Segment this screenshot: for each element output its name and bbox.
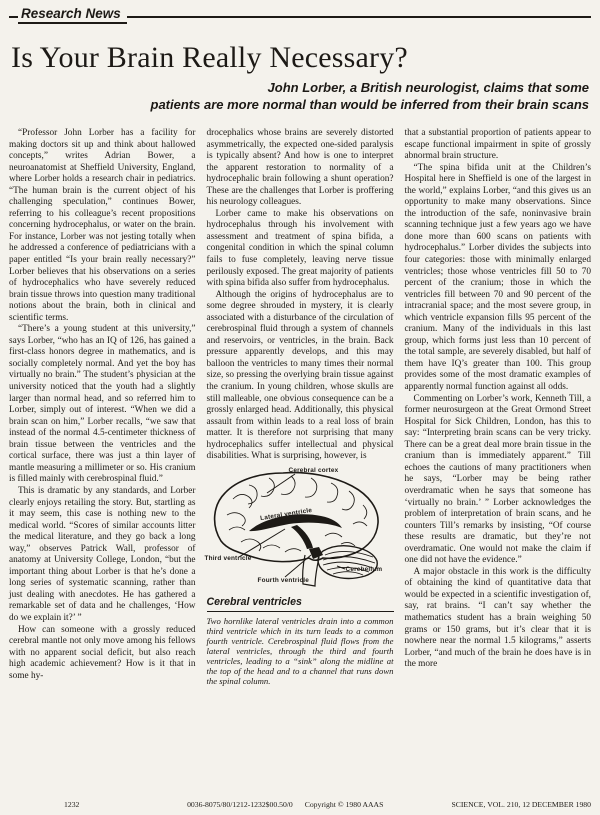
third-ventricle-label: Third ventricle — [204, 554, 252, 562]
body-paragraph: “Professor John Lorber has a facility for making doctors sit up and think about hallowed concepts,” writes Adrian Bower, a neuroanatomist at Sheffield University, England, where Lorber holds a research chair in pediatrics. “The human brain is the current object of his challenging speculation,” continues Bower, referring to his colleague’s recent propositions concerning hydrocephalus, or water on the brain. For instance, Lorber was not jesting totally when he addressed a conference of pediatricians with a paper entitled “Is your brain really necessary?” Lorber believes that his observations on a series of hydrocephalics who have severely reduced brain tissue throws into question many traditional notions about the brain, both in clinical and scientific terms. — [9, 128, 196, 323]
body-paragraph: drocephalics whose brains are severely distorted asymmetrically, the expected one-sided paralysis is typically absent? And how is one to interpret the apparent restoration to normality of a hydrocephalic brain following a shunt operation? These are the challenges that Lorber is proffering his neurology colleagues. — [206, 128, 394, 208]
inferior-horn-shape — [291, 525, 313, 549]
body-paragraph: Although the origins of hydrocephalus are to some degree shrouded in mystery, it is clearly associated with a disturbance of the circulation of cerebrospinal fluid through a system of channels and reservoirs, or ventricles, in the brain. Back pressure apparently develops, and this may balloon the ventricles to many times their normal size, so pressing the overlying brain tissue against the cranium. In young children, whose skulls are still malleable, one obvious consequence can be a grossly enlarged head. Additionally, this physical assault from within leads to a real loss of brain matter. It is therefore not surprising that many hydrocephalics suffer intellectual and physical disabilities. What is surprising, however, is — [206, 289, 394, 462]
body-paragraph: How can someone with a grossly reduced cerebral mantle not only move among his fellows with no apparent social deficit, but also reach high academic achievement? How is it that in some hy- — [9, 624, 196, 681]
body-paragraph: that a substantial proportion of patients appear to escape functional impairment in spite of grossly abnormal brain structure. — [404, 128, 591, 162]
page-number: 1232 — [64, 800, 80, 809]
cerebellum-label: Cerebellum — [345, 565, 383, 573]
figure-caption: Two hornlike lateral ventricles drain into a common third ventricle which in its turn leads to a common fourth ventricle. Cerebrospinal fluid flows from the lateral ventricles, through the third and fourth ventricles, leading to a “sink” along the midline at the top of the head and to a channel that runs down the spinal column. — [206, 615, 394, 687]
fourth-ventricle-shape — [309, 547, 323, 559]
article-title: Is Your Brain Really Necessary? — [11, 41, 408, 74]
copyright-line — [119, 800, 451, 809]
fourth-ventricle-label: Fourth ventricle — [257, 576, 309, 584]
body-paragraph: Lorber came to make his observations on hydrocephalus through his involvement with assessment and treatment of spina bifida, a congenital condition in which the spinal column fails to fuse completely, leaving nerve tissue perilously exposed. The great majority of patients with spina bifida also suffer from hydrocephalus. — [206, 208, 394, 289]
page-footer — [9, 800, 591, 809]
article-body — [9, 128, 591, 687]
article-subtitle — [9, 80, 591, 113]
body-paragraph: “There’s a young student at this university,” says Lorber, “who has an IQ of 126, has gained a first-class honors degree in mathematics, and is socially completely normal. And yet the boy has virtually no brain.” The student’s physician at the university noticed that the youth had a slightly larger than normal head, and so referred him to Lorber, simply out of interest. “When we did a brain scan on him,” Lorber recalls, “we saw that instead of the normal 4.5-centimeter thickness of brain tissue between the ventricles and the cortical surface, there was just a thin layer of mantle measuring a millimeter or so. His cranium is filled mainly with cerebrospinal fluid.” — [9, 324, 196, 485]
kicker-label: Research News — [18, 6, 127, 24]
subtitle-line-2: patients are more normal than would be inferred from their brain scans — [150, 96, 589, 112]
body-paragraph: Commenting on Lorber’s work, Kenneth Till, a former neurosurgeon at the Great Ormond Street Hospital for Sick Children, London, has this to say: “Interpreting brain scans can be very tricky. There can be a great deal more brain tissue in the cranium than is immediately apparent.” Till echoes the cautions of many practitioners when he says, “Lorber may be being rather overdramatic when he says that someone has ‘virtually no brain.’ ” Lorber acknowledges the problem of interpretation of brain scans, and he counters Till’s remarks by insisting, “Of course these results are dramatic, but they’re not overdramatic. One would not make the claim if one did not have the evidence.” — [404, 393, 591, 566]
column-2 — [204, 128, 394, 687]
body-paragraph: This is dramatic by any standards, and Lorber clearly enjoys retailing the story. But, startling as it may seem, this case is nothing new to the medical world. “Scores of similar accounts litter the medical literature, and they go back a long way,” observes Patrick Wall, professor of anatomy at University College, London, “but the important thing about Lorber is that he’s done a long series of systematic scanning, rather than just dealing with anecdotes. He has gathered a remarkable set of data and he challenges, ‘How do we explain it?’ ” — [9, 485, 196, 623]
column-3 — [405, 128, 592, 687]
body-paragraph: A major obstacle in this work is the difficulty of obtaining the kind of quantitative data that would be expected in a scientific investigation of, say, rat brains. “I can’t say whether the mathematics student has a brain weighing 50 grams or 150 grams, but it’s clear that it is nowhere near the normal 1.5 kilograms,” asserts Lorber, “and much of the brain he does have is in the more — [404, 566, 591, 670]
journal-citation: SCIENCE, VOL. 210, 12 DECEMBER 1980 — [451, 800, 591, 809]
column-1 — [9, 128, 196, 687]
lateral-ventricle-label: Lateral ventricle — [259, 506, 313, 522]
issn-code: 0036-8075/80/1212-1232$00.50/0 — [187, 800, 293, 809]
copyright-text: Copyright © 1980 AAAS — [304, 800, 384, 809]
cerebral-cortex-label: Cerebral cortex — [288, 466, 339, 474]
brain-figure — [205, 467, 397, 591]
figure-caption-title: Cerebral ventricles — [207, 596, 394, 612]
body-paragraph: “The spina bifida unit at the Children’s Hospital here in Sheffield is one of the largest in the world,” explains Lorber, “and this gives us an opportunity to make many observations. Since the introduction of the safe, noninvasive brain scanning technique just a few years ago we have done more than 600 scans on patients with hydrocephalus.” Lorber divides the subjects into four categories: those with minimally enlarged ventricles; those whose ventricles fill 50 to 70 percent of the cranium; those in which the ventricles fill between 70 and 90 percent of the intracranial space; and the most severe group, in which ventricle expansion fills 95 percent of the cranium. Many of the individuals in this last group, which forms just less than 10 percent of the total sample, are severely disabled, but half of them have IQ’s greater than 100. This group provides some of the most dramatic examples of apparently normal function against all odds. — [404, 162, 591, 393]
subtitle-line-1: John Lorber, a British neurologist, claims that some — [267, 80, 589, 95]
section-kicker — [9, 7, 591, 28]
cerebellum-shape — [318, 546, 377, 579]
